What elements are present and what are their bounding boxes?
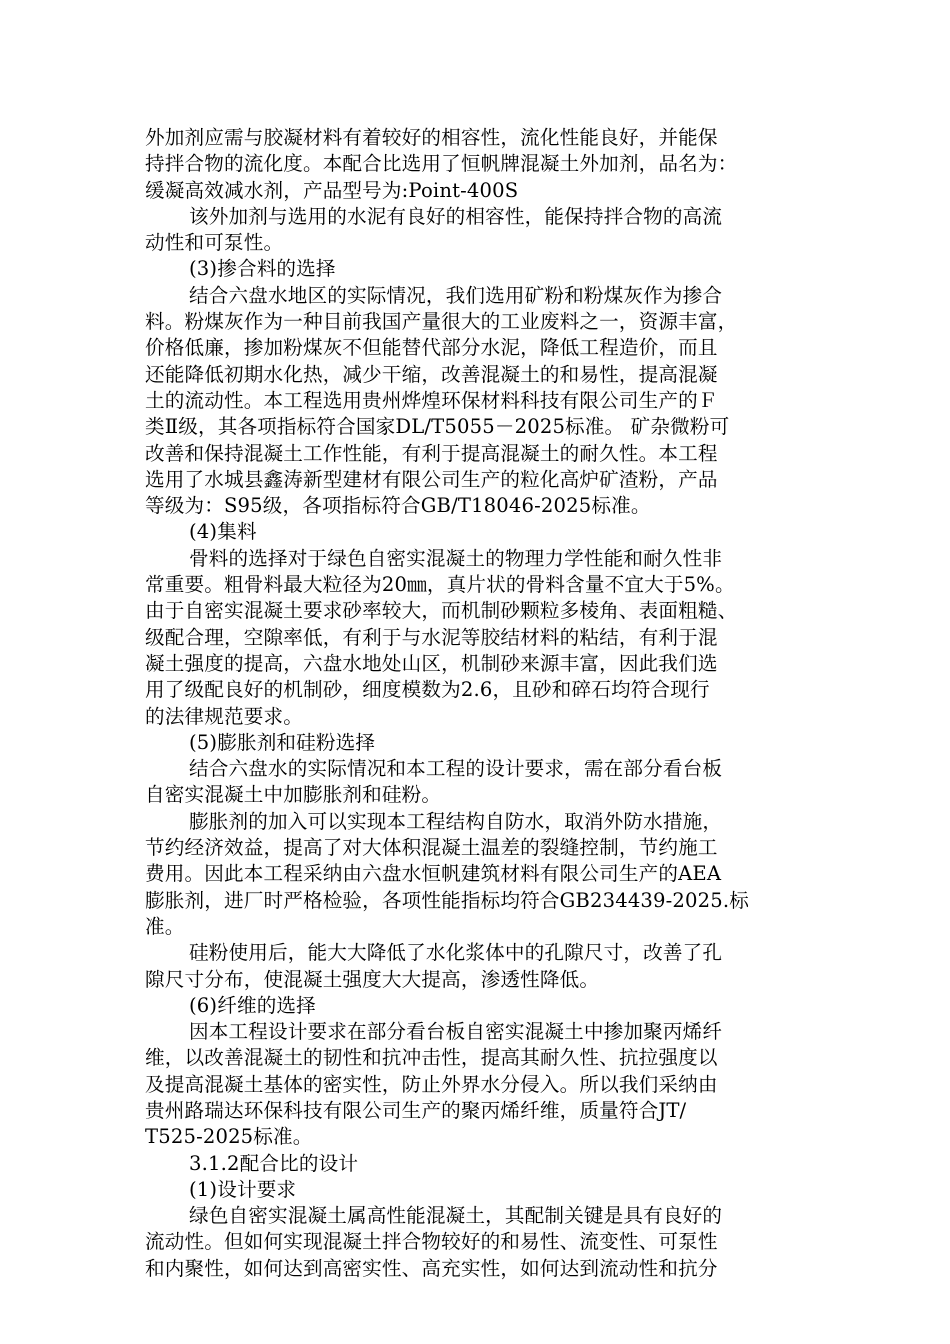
paragraph-expansion-agent: 膨胀剂的加入可以实现本工程结构自防水，取消外防水措施， 节约经济效益，提高了对大体积混凝土温差的裂缝控制，节约施工 费用。因此本工程采纳由六盘水恒帆建筑材料有限公司生产的AEA 膨胀剂，进厂时严格检验，各项性能指标均符合GB234439-2025.标 准。 xyxy=(145,809,750,938)
paragraph-silica-fume: 硅粉使用后，能大大降低了水化浆体中的孔隙尺寸，改善了孔 隙尺寸分布，使混凝土强度大大提高，渗透性降低。 xyxy=(145,941,723,991)
heading-aggregate: (4)集料 xyxy=(189,520,257,544)
heading-design-requirements: (1)设计要求 xyxy=(189,1177,297,1201)
heading-mix-design: 3.1.2配合比的设计 xyxy=(189,1151,359,1175)
paragraph-fiber: 因本工程设计要求在部分看台板自密实混凝土中掺加聚丙烯纤 维，以改善混凝土的韧性和抗冲击性，提高其耐久性、抗拉强度以 及提高混凝土基体的密实性，防止外界水分侵入。所以我们采纳由 贵州路瑞达环保科技有限公司生产的聚丙烯纤维，质量符合JT/ T525-2025标准。 xyxy=(145,1020,723,1149)
paragraph-expansion-silica-intro: 结合六盘水的实际情况和本工程的设计要求，需在部分看台板 自密实混凝土中加膨胀剂和硅粉。 xyxy=(145,757,723,807)
document-body xyxy=(145,125,811,1282)
paragraph-admixture-cement: 该外加剂与选用的水泥有良好的相容性，能保持拌合物的高流 动性和可泵性。 xyxy=(145,204,723,255)
paragraph-admixture-compatibility: 外加剂应需与胶凝材料有着较好的相容性，流化性能良好，并能保 持拌合物的流化度。本配合比选用了恒帆牌混凝土外加剂，品名为： 缓凝高效减水剂，产品型号为:Point-400S xyxy=(145,126,738,202)
heading-expansion-silica: (5)膨胀剂和硅粉选择 xyxy=(189,730,376,754)
paragraph-design-requirements: 绿色自密实混凝土属高性能混凝土，其配制关键是具有良好的 流动性。但如何实现混凝土拌合物较好的和易性、流变性、可泵性 和内聚性，如何达到高密实性、高充实性，如何达到流动性和抗分 xyxy=(145,1204,723,1280)
heading-mineral-admixture: (3)掺合料的选择 xyxy=(189,257,336,281)
paragraph-aggregate: 骨料的选择对于绿色自密实混凝土的物理力学性能和耐久性非 常重要。粗骨料最大粒径为20㎜，真片状的骨料含量不宜大于5%。 由于自密实混凝土要求砂率较大，而机制砂颗粒多棱角、表面粗糙、 级配合理，空隙率低，有利于与水泥等胶结材料的粘结，有利于混 凝土强度的提高，六盘水地处山区，机制砂来源丰富，因此我们选 用了级配良好的机制砂，细度模数为2.6，且砂和碎石均符合现行 的法律规范要求。 xyxy=(145,546,738,728)
heading-fiber: (6)纤维的选择 xyxy=(189,993,316,1017)
paragraph-mineral-admixture: 结合六盘水地区的实际情况，我们选用矿粉和粉煤灰作为掺合 料。粉煤灰作为一种目前我国产量很大的工业废料之一，资源丰富， 价格低廉，掺加粉煤灰不但能替代部分水泥，降低工程造价，而且 还能降低初期水化热，减少干缩，改善混凝土的和易性，提高混凝 土的流动性。本工程选用贵州烨煌环保材料科技有限公司生产的Ｆ 类Ⅱ级，其各项指标符合国家DL/T5055－2025标准。 矿杂微粉可 改善和保持混凝土工作性能，有利于提高混凝土的耐久性。本工程 选用了水城县鑫涛新型建材有限公司生产的粒化高炉矿渣粉，产品 等级为：S95级，各项指标符合GB/T18046-2025标准。 xyxy=(145,283,738,518)
